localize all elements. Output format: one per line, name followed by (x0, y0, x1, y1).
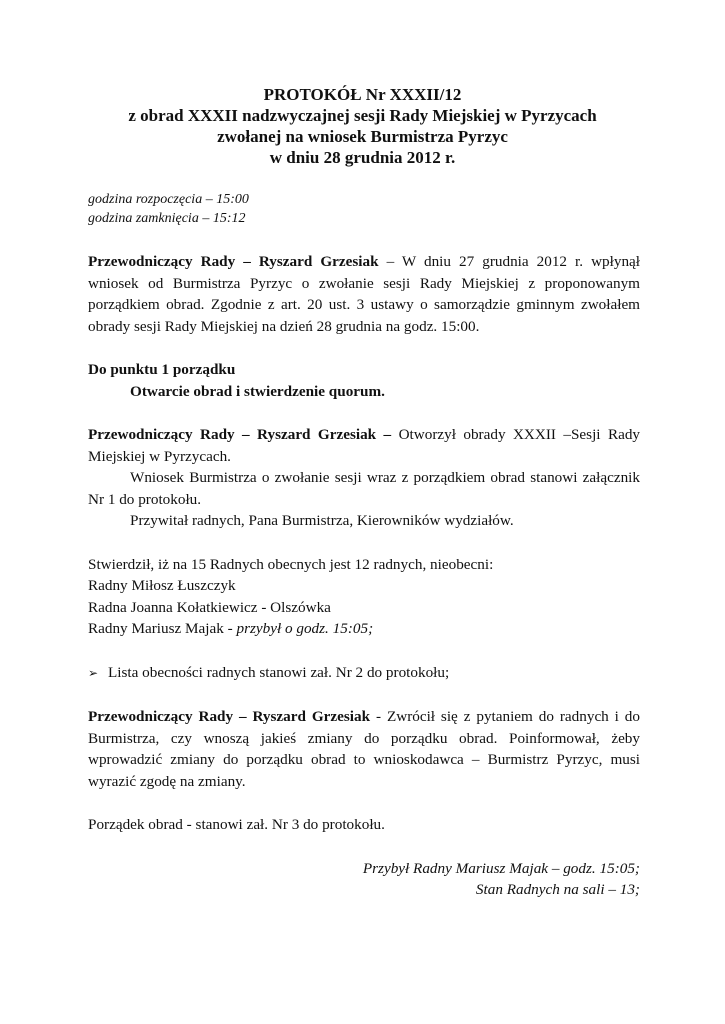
paragraph-opening-request (88, 251, 640, 337)
agenda-attachment-note: Porządek obrad - stanowi zał. Nr 3 do protokołu. (88, 816, 385, 833)
arrival-side-note: Przybył Radny Mariusz Majak – godz. 15:05; (362, 859, 640, 877)
paragraph-text: Otworzył obrady XXXII –Sesji Rady Miejskiej w Pyrzycach. (88, 426, 641, 465)
arrival-note: przybył o godz. 15:05; (236, 620, 374, 637)
speaker-name: Przewodniczący Rady – Ryszard Grzesiak (88, 708, 371, 725)
point-subheading: Otwarcie obrad i stwierdzenie quorum. (130, 382, 385, 400)
side-notes (88, 858, 640, 901)
title-line-3: zwołanej na wniosek Burmistrza Pyrzyc (217, 127, 508, 146)
attendance-list-bullet (88, 662, 640, 685)
title-line-1: PROTOKÓŁ Nr XXXII/12 (263, 85, 462, 104)
point-heading: Do punktu 1 porządku (88, 361, 236, 378)
start-time: godzina rozpoczęcia – 15:00 (88, 192, 249, 207)
absent-name: Radny Mariusz Majak - (88, 620, 237, 637)
session-times (88, 190, 640, 228)
title-line-4: w dniu 28 grudnia 2012 r. (269, 148, 456, 167)
speaker-name: Przewodniczący Rady – Ryszard Grzesiak – (88, 426, 392, 443)
paragraph-attachment-1: Wniosek Burmistrza o zwołanie sesji wraz z porządkiem obrad stanowi załącznik Nr 1 do protokołu. (88, 469, 640, 508)
paragraph-agenda-changes (88, 706, 640, 792)
attendance-block (88, 554, 640, 640)
paragraph-text: - Zwrócił się z pytaniem do radnych i do Burmistrza, czy wnoszą jakieś zmiany do porządku obrad. Poinformował, żeby wprowadzić zmiany do porządku obrad to wnioskodawca – Burmistrz Pyrzyc, musi wyrazić zgodę na zmiany. (88, 708, 640, 790)
paragraph-session-opened (88, 424, 640, 467)
speaker-name: Przewodniczący Rady – Ryszard Grzesiak (88, 253, 379, 270)
protocol-title (60, 84, 665, 168)
document-body (88, 190, 640, 901)
absent-councillor-2: Radna Joanna Kołatkiewicz - Olszówka (88, 598, 331, 616)
paragraph-greeting: Przywitał radnych, Pana Burmistrza, Kierowników wydziałów. (130, 512, 514, 529)
title-line-2: z obrad XXXII nadzwyczajnej sesji Rady Miejskiej w Pyrzycach (128, 106, 597, 125)
arrow-bullet-icon: ➢ (88, 665, 99, 680)
agenda-point-1 (88, 359, 640, 402)
absent-councillor-1: Radny Miłosz Łuszczyk (88, 577, 236, 594)
end-time: godzina zamknięcia – 15:12 (88, 211, 246, 226)
attendance-intro: Stwierdził, iż na 15 Radnych obecnych jest 12 radnych, nieobecni: (88, 555, 494, 573)
absent-councillor-3 (88, 618, 640, 640)
paragraph-text: – W dniu 27 grudnia 2012 r. wpłynął wniosek od Burmistrza Pyrzyc o zwołanie sesji Rady Miejskiej z proponowanym porządkiem obrad. Zgodnie z art. 20 ust. 3 ustawy o samorządzie gminnym zwołałem obrady sesji Rady Miejskiej na dzień 28 grudnia na godz. 15:00. (88, 253, 641, 335)
bullet-text: Lista obecności radnych stanowi zał. Nr 2 do protokołu; (108, 663, 450, 681)
headcount-side-note: Stan Radnych na sali – 13; (475, 881, 640, 898)
